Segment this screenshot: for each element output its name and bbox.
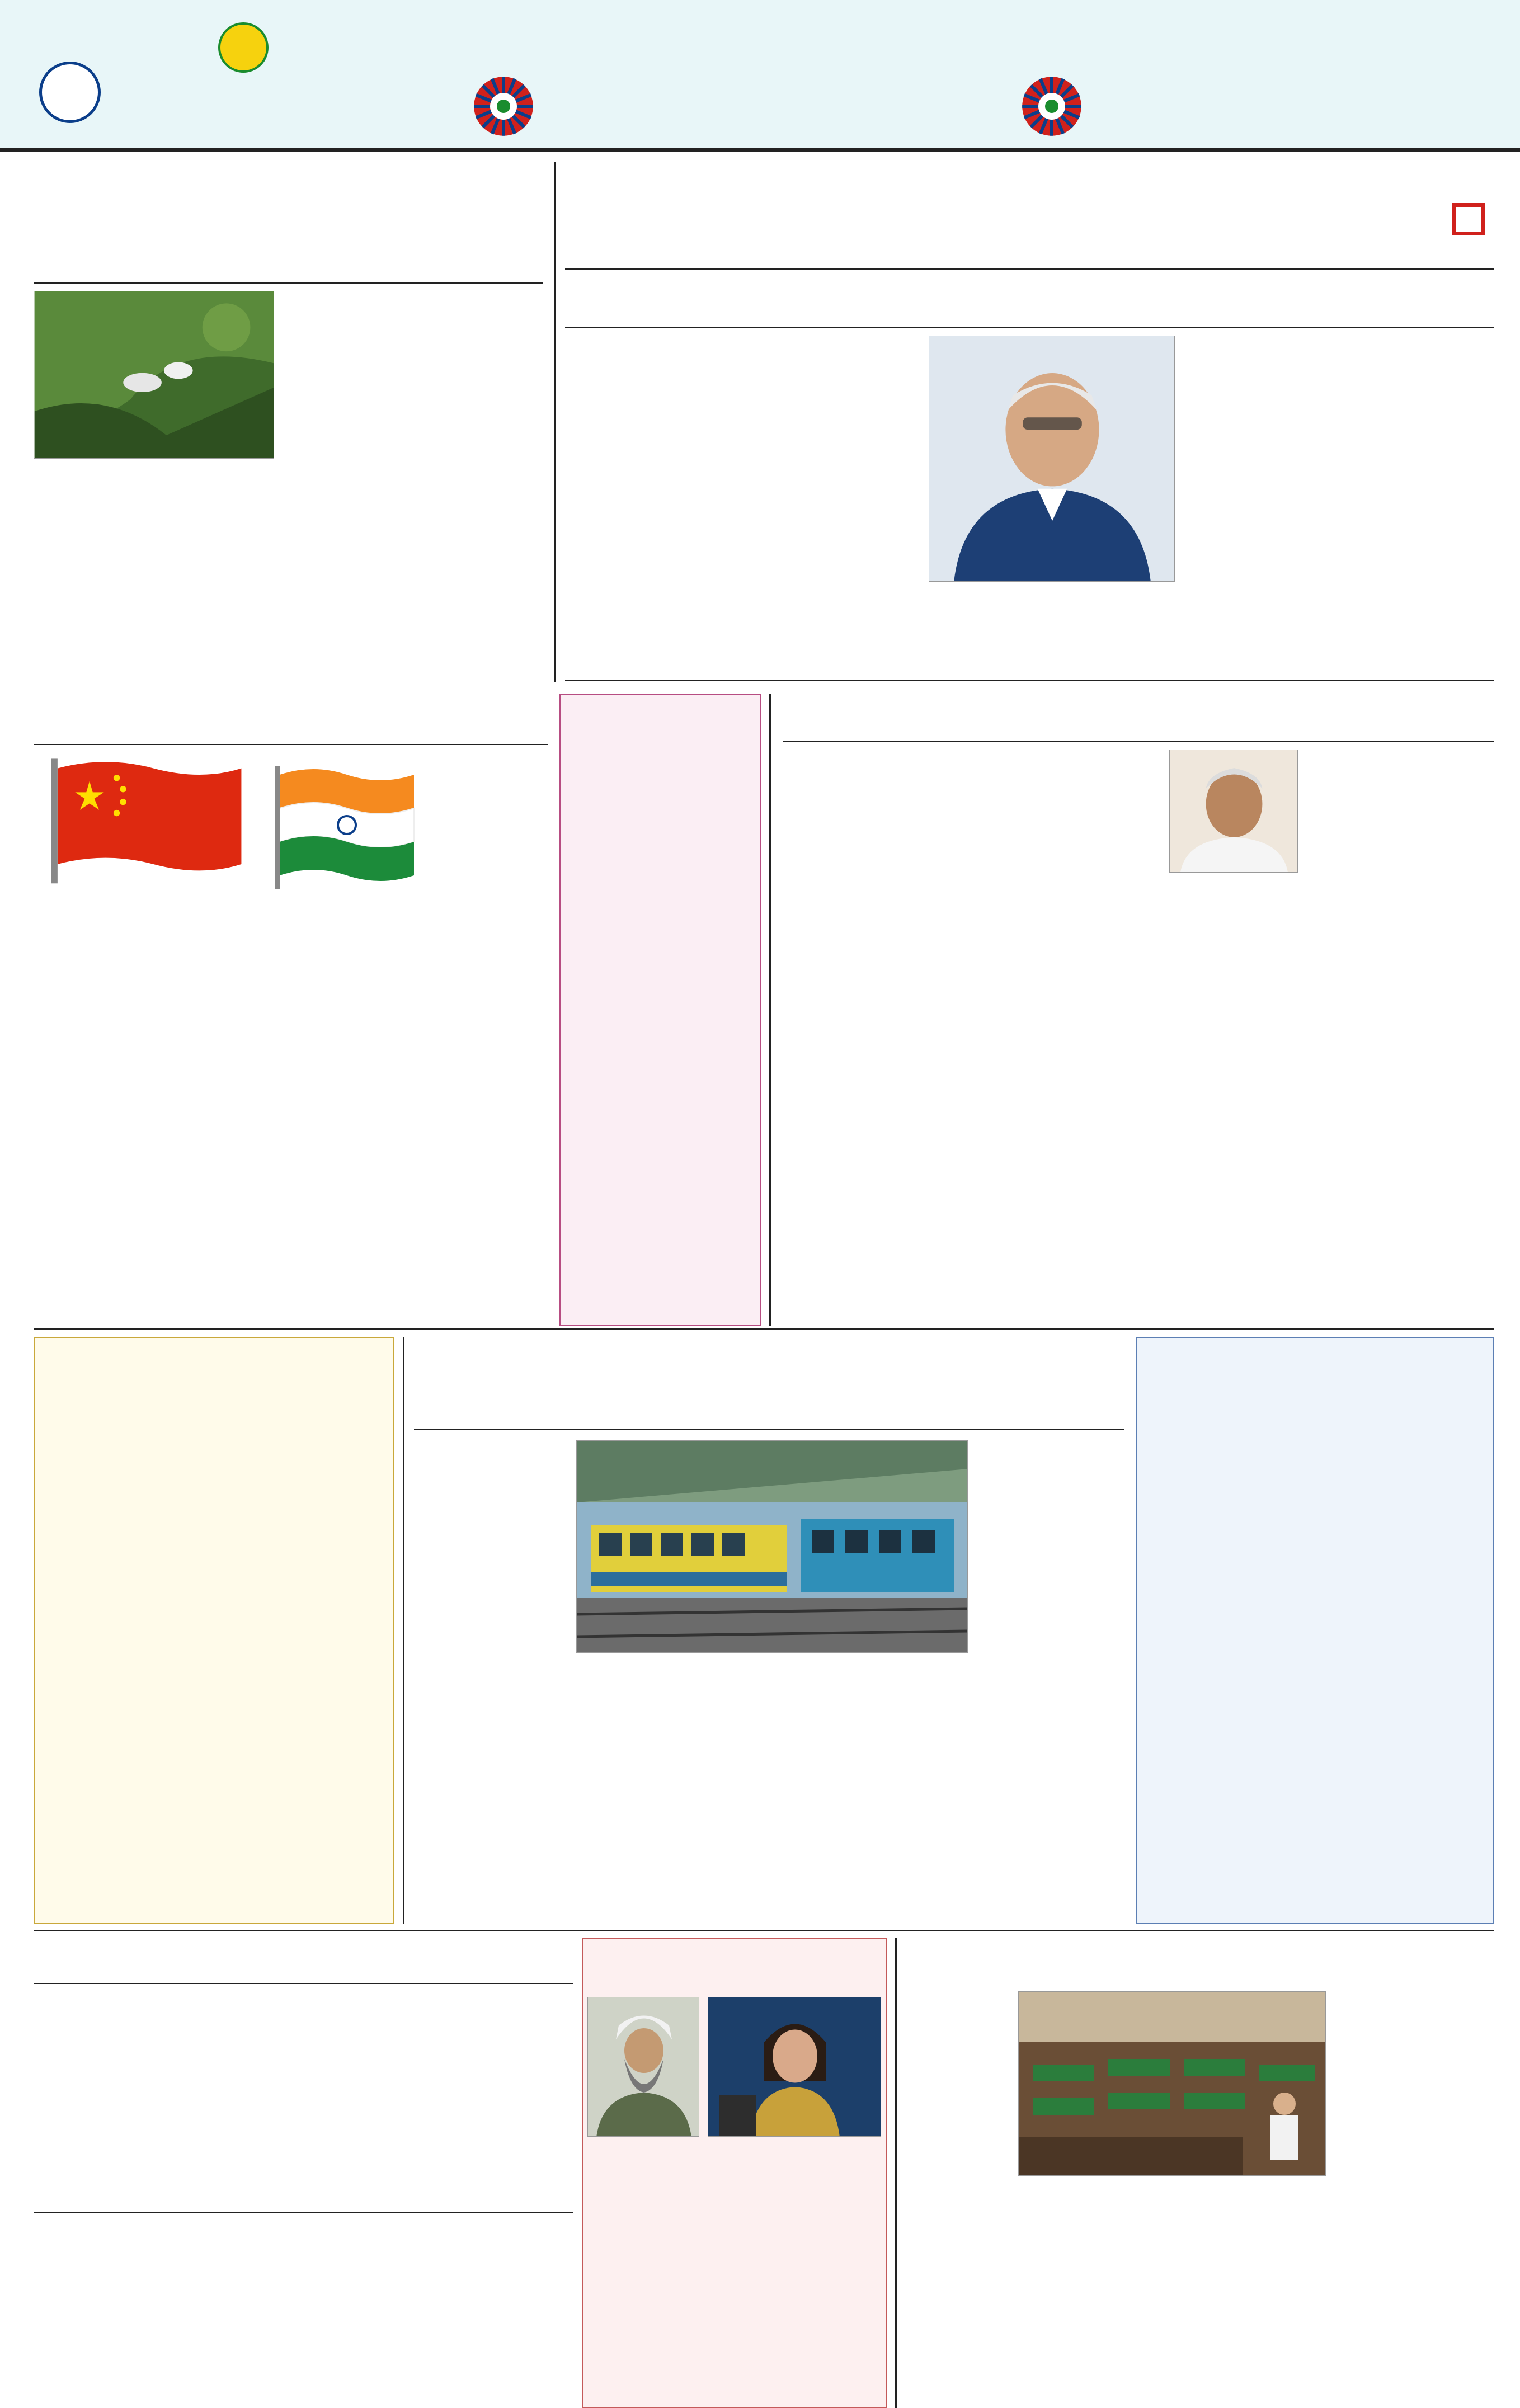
row4-mid-divider [895,1938,897,2408]
tourism-rule-2 [565,327,1494,328]
lalu-photo [1169,750,1298,873]
murmu-body [34,2277,573,2402]
gujarat-body [285,313,543,674]
tram-rule [414,1429,1124,1430]
arunachal-body-mid [269,906,425,1320]
emblem-right-icon [1018,73,1085,140]
ajmer-survey-body [42,1398,386,1784]
portrait-icon [708,1997,881,2137]
page-number-badge [39,62,101,123]
flags-photo [269,752,425,898]
tourism-bottom-rule [565,680,1494,681]
tram-body-left-top [414,1440,565,1916]
lalu-rule [783,741,1494,742]
portrait-icon [1170,750,1298,873]
tram-body-right [976,1463,1124,1916]
campus-photo-icon [34,291,274,459]
tourism-body-right [1186,361,1494,674]
vice-president-photo [929,336,1175,582]
ghosh-column [769,694,771,1326]
speaker-photo [708,1997,881,2137]
kaleem-body [1144,1401,1485,1916]
gujarat-rule [34,282,543,284]
lalu-body-top [1309,772,1494,1320]
newspaper-logo [123,22,380,134]
portrait-icon [929,336,1175,582]
masthead-rule [0,148,1520,152]
osama-photo [587,1997,699,2137]
murmu-rule [34,2212,573,2213]
column-divider-top [554,162,556,682]
aadhaar-body [42,1815,386,1877]
lalu-body [783,750,1158,1320]
row2-bottom-rule [34,1328,1494,1330]
gujarat-body-continued [34,467,274,674]
tourism-headline [565,185,1494,246]
tourism-rule [565,268,1494,270]
tourism-body-left [565,336,917,674]
ghosh-body [565,777,755,1317]
row3-bottom-rule [34,1930,1494,1931]
birla-body-left [906,1991,1007,2400]
up-sit-body [42,1902,386,1923]
arunachal-body-left [34,895,257,1320]
ajmer-shiv-rule [34,1983,573,1984]
tram-body-bottom [576,1661,968,1916]
lalu-body-lower [1169,881,1298,1320]
portrait-icon [588,1997,699,2137]
headline-bullet-icon [1452,203,1485,235]
ajmer-shiv-body [34,2008,573,2053]
birla-body-mid [1018,2184,1326,2400]
parliament-photo [1018,1991,1326,2176]
row3-left-divider [403,1337,404,1924]
anniversary-badge [218,22,269,73]
tram-depot-icon [577,1441,968,1653]
bareilly-body [34,2109,573,2209]
emblem-left-icon [470,73,537,140]
tram-photo [576,1440,968,1653]
arunachal-rule [34,744,548,745]
osama-body [587,2145,881,2400]
flags-icon [269,752,425,898]
gujarat-photo [34,291,274,459]
china-flag-icon [34,752,257,887]
conference-hall-icon [1019,1992,1326,2176]
birla-body-right [1337,2014,1494,2400]
arunachal-body-right [436,775,548,1320]
